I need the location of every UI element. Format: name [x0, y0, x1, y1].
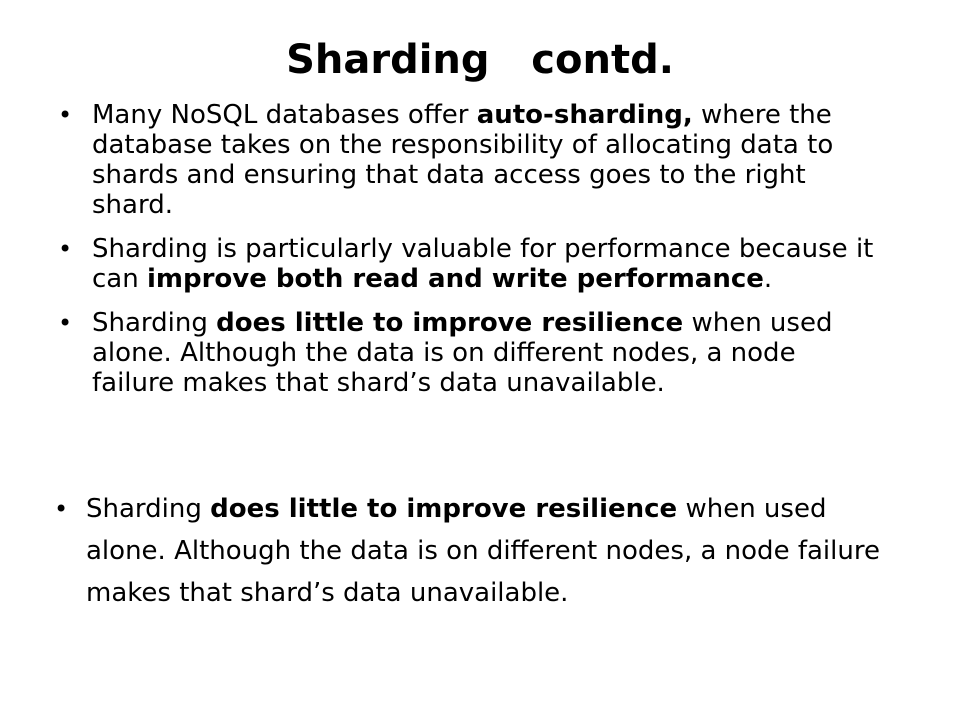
bullet-text-bold: does little to improve resilience [216, 308, 684, 338]
bullet-icon: • [58, 101, 73, 129]
bullet-icon: • [54, 495, 69, 523]
bullet-text-bold: auto-sharding, [476, 100, 693, 130]
bullet-text-pre: Sharding [86, 494, 211, 524]
bullet-item-resilience [58, 308, 878, 398]
bullet-text-bold: does little to improve resilience [210, 494, 678, 524]
bullet-text-post: where the database takes on the responsibility of allocating data to shards and ensuring that data access goes to the right shard. [92, 100, 834, 220]
bullet-text-pre: Sharding is particularly valuable for performance because it can [92, 234, 874, 294]
slide-title: Sharding contd. [286, 37, 674, 83]
bullet-text-post: . [763, 264, 773, 294]
bullet-item-auto-sharding [58, 100, 878, 220]
bullet-text-pre: Many NoSQL databases offer [92, 100, 477, 130]
duplicate-bullet-list [54, 488, 894, 614]
bullet-item-resilience-duplicate [54, 488, 894, 614]
bullet-item-performance [58, 234, 878, 294]
bullet-text-pre: Sharding [92, 308, 217, 338]
bullet-icon: • [58, 309, 73, 337]
bullet-text-post: when used alone. Although the data is on different nodes, a node failure makes that shard’s data unavailable. [92, 308, 833, 398]
bullet-text-post: when used alone. Although the data is on different nodes, a node failure makes that shard’s data unavailable. [86, 494, 880, 608]
bullet-text-bold: improve both read and write performance [146, 264, 764, 294]
bullet-list [58, 100, 878, 412]
bullet-icon: • [58, 235, 73, 263]
